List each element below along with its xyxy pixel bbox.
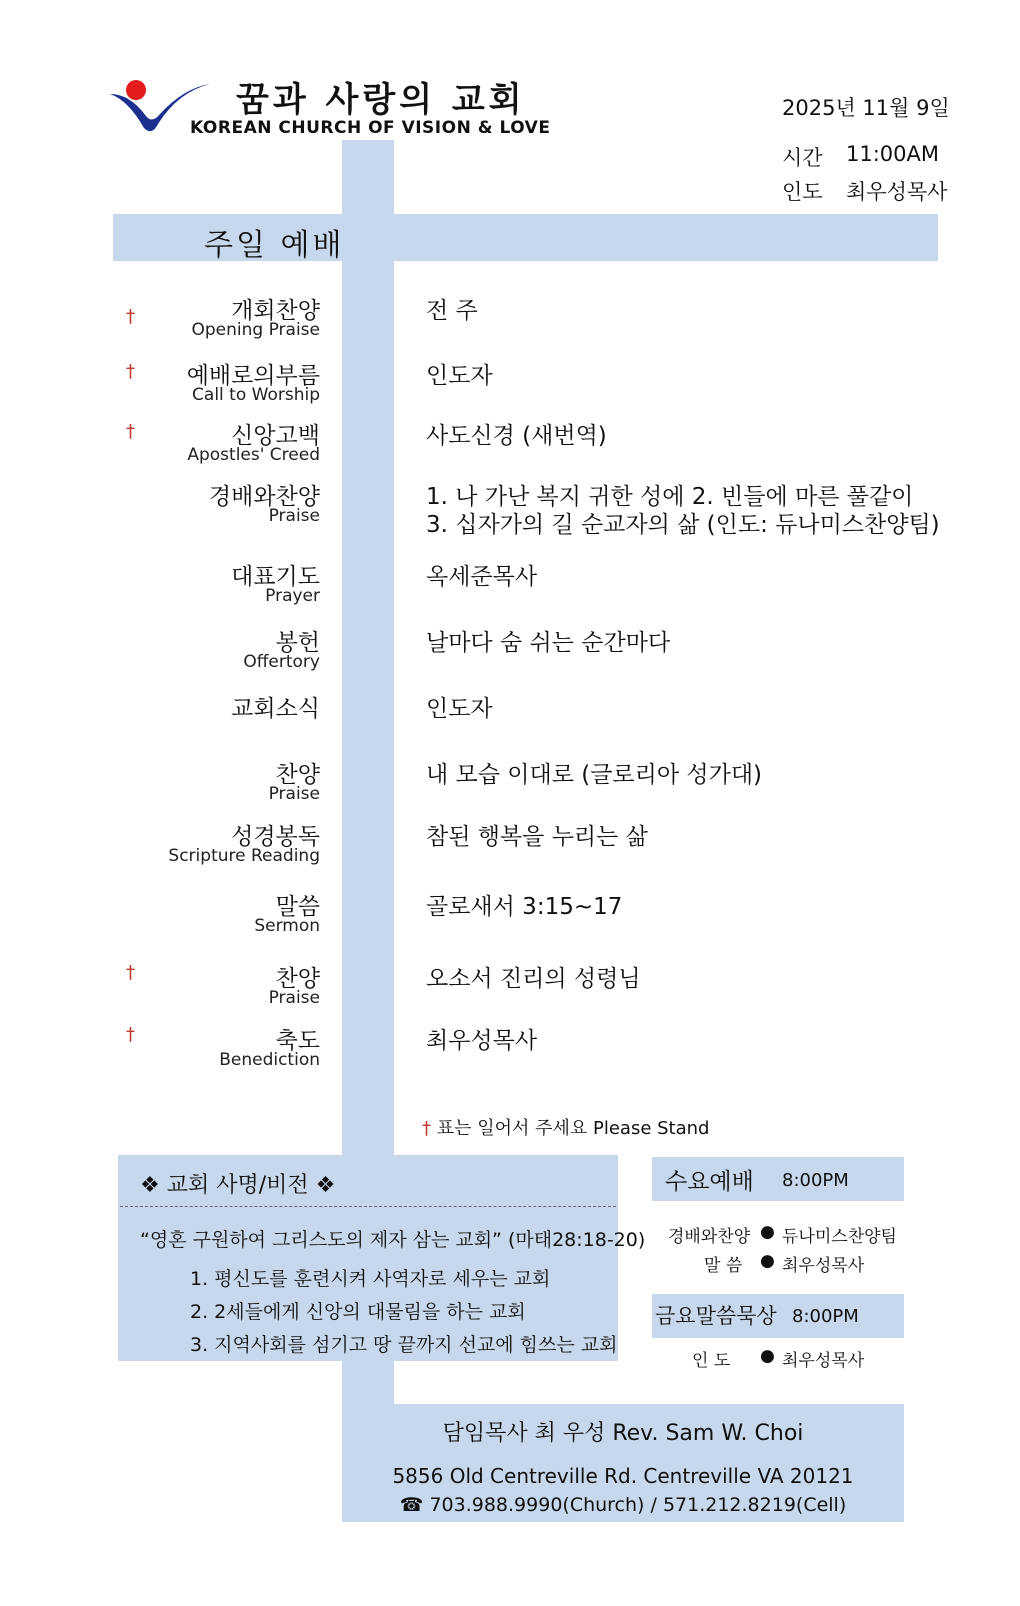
item-label-en: Opening Praise: [191, 320, 320, 340]
item-content: 내 모습 이대로 (글로리아 성가대): [426, 762, 763, 788]
item-content: 날마다 숨 쉬는 순간마다: [426, 630, 671, 656]
church-address: 5856 Old Centreville Rd. Centreville VA 20121: [392, 1464, 854, 1488]
mission-title: ❖ 교회 사명/비전 ❖: [140, 1173, 336, 1198]
item-label-ko: 말씀: [275, 894, 320, 920]
item-label-ko: 예배로의부름: [186, 363, 320, 389]
item-label-ko: 개회찬양: [231, 298, 320, 324]
friday-time: 8:00PM: [792, 1306, 859, 1327]
item-label-en: Sermon: [254, 916, 320, 936]
item-label-en: Benediction: [219, 1050, 320, 1070]
item-content: 오소서 진리의 성령님: [426, 966, 641, 992]
friday-row-label: 인 도: [692, 1351, 731, 1371]
stand-mark: †: [126, 306, 135, 327]
time-label: 시간: [782, 146, 823, 170]
stand-mark: †: [422, 1118, 431, 1139]
mission-item: 3. 지역사회를 섬기고 땅 끝까지 선교에 힘쓰는 교회: [190, 1334, 618, 1356]
item-label-ko: 찬양: [275, 762, 320, 788]
item-label-ko: 교회소식: [231, 696, 320, 722]
friday-row-value: 최우성목사: [782, 1351, 865, 1371]
item-label-en: Praise: [268, 506, 320, 526]
bullet-icon: ●: [760, 1346, 775, 1366]
mission-motto: “영혼 구원하여 그리스도의 제자 삼는 교회” (마태28:18-20): [140, 1229, 646, 1251]
item-label-en: Apostles' Creed: [187, 445, 320, 465]
stand-mark: †: [126, 1024, 135, 1045]
bullet-icon: ●: [760, 1222, 775, 1242]
wednesday-title: 수요예배: [665, 1169, 754, 1195]
item-content: 전 주: [426, 298, 478, 324]
item-label-en: Offertory: [243, 652, 320, 672]
wednesday-row-label: 말 씀: [704, 1256, 743, 1276]
item-label-ko: 성경봉독: [231, 824, 320, 850]
item-content: 골로새서 3:15~17: [426, 894, 623, 920]
item-label-en: Praise: [268, 988, 320, 1008]
item-label-ko: 신앙고백: [231, 423, 320, 449]
stand-mark: †: [126, 962, 135, 983]
stand-note-text: 표는 일어서 주세요 Please Stand: [436, 1118, 710, 1139]
church-name-english: KOREAN CHURCH OF VISION & LOVE: [190, 118, 551, 138]
wednesday-row-value: 최우성목사: [782, 1256, 865, 1276]
church-name-korean: 꿈과 사랑의 교회: [236, 80, 526, 120]
item-label-ko: 대표기도: [231, 564, 320, 590]
leader-label: 인도: [782, 180, 823, 204]
bullet-icon: ●: [760, 1251, 775, 1271]
item-content: 인도자: [426, 696, 493, 722]
item-content: 1. 나 가난 복지 귀한 성에 2. 빈들에 마른 풀같이: [426, 484, 914, 510]
item-label-en: Call to Worship: [192, 385, 320, 405]
item-label-ko: 찬양: [275, 966, 320, 992]
item-content: 옥세준목사: [426, 564, 538, 590]
item-content: 인도자: [426, 363, 493, 389]
item-content-line-2: 3. 십자가의 길 순교자의 삶 (인도: 듀나미스찬양팀): [426, 512, 940, 538]
item-content: 사도신경 (새번역): [426, 423, 607, 449]
stand-mark: †: [126, 361, 135, 382]
wednesday-row-label: 경배와찬양: [668, 1227, 751, 1247]
item-label-en: Prayer: [265, 586, 320, 606]
wednesday-row-value: 듀나미스찬양팀: [782, 1227, 897, 1247]
pastor-name: 담임목사 최 우성 Rev. Sam W. Choi: [442, 1421, 804, 1446]
mission-divider: [120, 1206, 616, 1207]
service-date: 2025년 11월 9일: [782, 96, 950, 120]
church-phone: ☎ 703.988.9990(Church) / 571.212.8219(Cell): [399, 1494, 847, 1516]
friday-title: 금요말씀묵상: [655, 1304, 777, 1328]
item-content: 참된 행복을 누리는 삶: [426, 824, 648, 850]
leader-value: 최우성목사: [846, 180, 948, 204]
wednesday-time: 8:00PM: [782, 1170, 849, 1191]
item-label-en: Praise: [268, 784, 320, 804]
item-label-ko: 경배와찬양: [208, 484, 320, 510]
item-label-en: Scripture Reading: [168, 846, 320, 866]
item-label-ko: 축도: [275, 1028, 320, 1054]
item-label-ko: 봉헌: [275, 630, 320, 656]
item-content: 최우성목사: [426, 1028, 538, 1054]
time-value: 11:00AM: [846, 142, 940, 166]
stand-note: [422, 1114, 709, 1140]
mission-item: 1. 평신도를 훈련시켜 사역자로 세우는 교회: [190, 1268, 551, 1290]
section-title: 주일 예배: [204, 228, 345, 263]
mission-item: 2. 2세들에게 신앙의 대물림을 하는 교회: [190, 1301, 526, 1323]
stand-mark: †: [126, 421, 135, 442]
